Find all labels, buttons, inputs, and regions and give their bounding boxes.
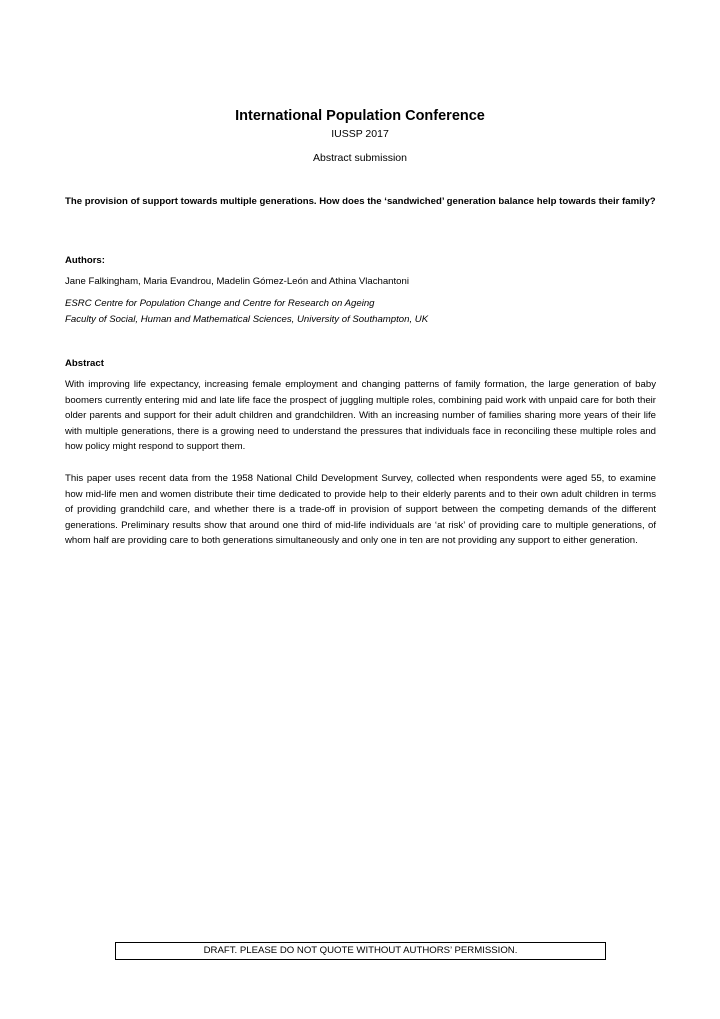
abstract-heading: Abstract xyxy=(65,358,104,369)
abstract-paragraph-2: This paper uses recent data from the 1958 National Child Development Survey, collected when respondents were aged 55, to examine how mid-life men and women distribute their time dedicated to provide help to their elderly parents and to their own adult children in terms of providing grandchild care, and whether there is a trade-off in provision of support between the competing demands of the different generations. Preliminary results show that around one third of mid-life individuals are ‘at risk’ of providing care to multiple generations, of whom half are providing care to both generations simultaneously and only one in ten are not providing any support to either generation. xyxy=(65,473,656,547)
author-names: Jane Falkingham, Maria Evandrou, Madelin Gómez-León and Athina Vlachantoni xyxy=(65,276,409,287)
abstract-paragraph-1: With improving life expectancy, increasing female employment and changing patterns of family formation, the large generation of baby boomers currently entering mid and late life face the prospect of juggling multiple roles, combining paid work with unpaid care for both their older parents and support for their adult children and grandchildren. With an increasing number of families sharing more years of their life with multiple generations, there is a growing need to understand the pressures that individuals face in reconciling these multiple roles and how policy might respond to support them. xyxy=(65,379,656,453)
conference-title: International Population Conference xyxy=(235,108,485,124)
author-affiliation xyxy=(65,296,656,327)
submission-type: Abstract submission xyxy=(313,152,407,164)
affiliation-line-2: Faculty of Social, Human and Mathematical Sciences, University of Southampton, UK xyxy=(65,313,429,325)
paper-title: The provision of support towards multiple generations. How does the ‘sandwiched’ generation balance help towards their family? xyxy=(65,196,656,207)
conference-year: IUSSP 2017 xyxy=(331,128,389,140)
affiliation-line-1: ESRC Centre for Population Change and Centre for Research on Ageing xyxy=(65,298,375,309)
authors-heading: Authors: xyxy=(65,255,105,266)
draft-notice-box xyxy=(115,942,606,960)
draft-notice-text: DRAFT. PLEASE DO NOT QUOTE WITHOUT AUTHORS’ PERMISSION. xyxy=(203,945,518,956)
